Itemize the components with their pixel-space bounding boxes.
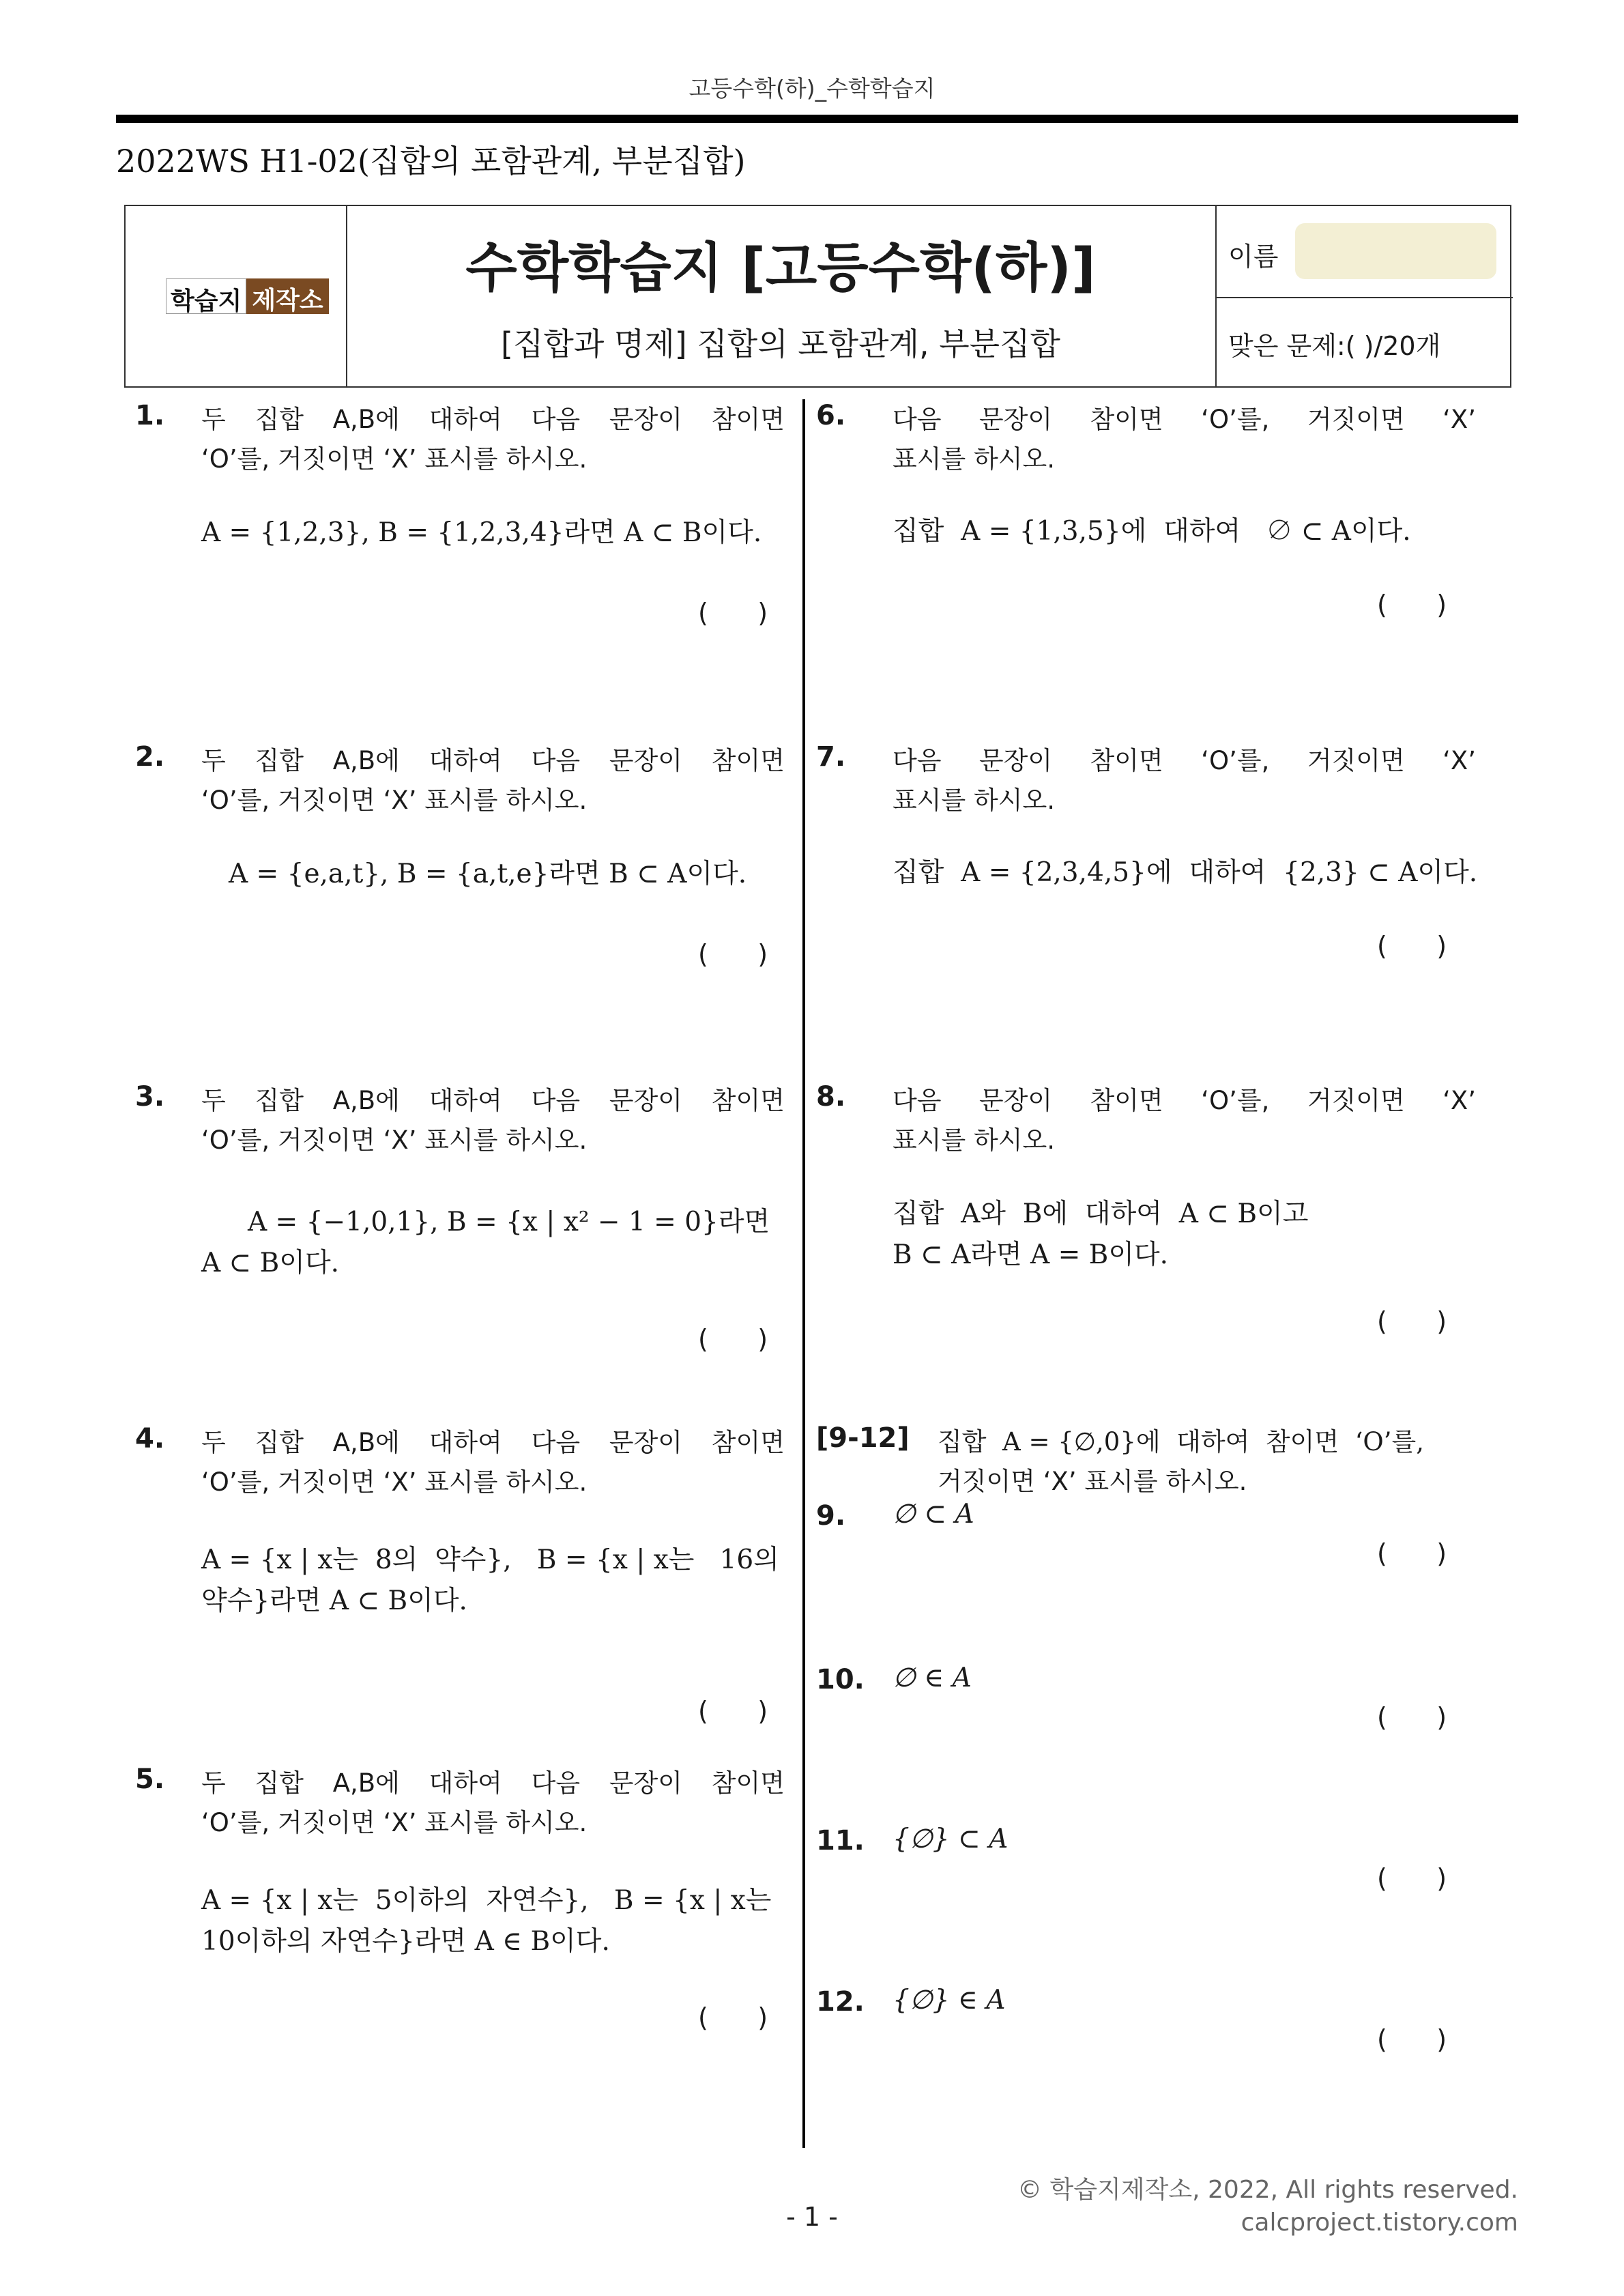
question-statement: A ⊂ B이다. — [201, 1248, 340, 1278]
question-prompt: ‘O’를, 거짓이면 ‘X’ 표시를 하시오. — [201, 444, 588, 474]
question-number: 11. — [816, 1825, 865, 1856]
question-prompt: 표시를 하시오. — [893, 786, 1055, 815]
question-statement: {∅} ⊂ A — [893, 1824, 1009, 1854]
question-1 — [135, 400, 804, 628]
question-3 — [135, 1081, 804, 1354]
question-2 — [135, 741, 804, 969]
question-statement: 약수}라면 A ⊂ B이다. — [201, 1585, 467, 1616]
answer-blank[interactable]: ( ) — [698, 1696, 768, 1726]
question-4 — [135, 1423, 804, 1751]
group-prompt: 거짓이면 ‘X’ 표시를 하시오. — [938, 1467, 1247, 1496]
question-prompt: 다음 문장이 참이면 ‘O’를, 거짓이면 ‘X’ — [893, 405, 1476, 434]
question-prompt: 표시를 하시오. — [893, 444, 1055, 474]
question-prompt: 표시를 하시오. — [893, 1125, 1055, 1155]
question-prompt: 두 집합 A,B에 대하여 다음 문장이 참이면 — [201, 746, 785, 775]
question-number: 8. — [816, 1081, 846, 1113]
title-box-divider — [1215, 297, 1513, 298]
answer-blank[interactable]: ( ) — [1377, 590, 1447, 620]
answer-blank[interactable]: ( ) — [698, 1324, 768, 1354]
question-number: 4. — [135, 1423, 165, 1454]
question-statement: A = {x | x는 8의 약수}, B = {x | x는 16의 — [201, 1545, 779, 1575]
website-url: calcproject.tistory.com — [1241, 2209, 1518, 2237]
question-prompt: 다음 문장이 참이면 ‘O’를, 거짓이면 ‘X’ — [893, 1086, 1476, 1115]
answer-blank[interactable]: ( ) — [698, 598, 768, 628]
answer-blank[interactable]: ( ) — [1377, 1538, 1447, 1568]
question-number: 3. — [135, 1081, 165, 1113]
question-number: 1. — [135, 400, 165, 431]
question-prompt: 두 집합 A,B에 대하여 다음 문장이 참이면 — [201, 405, 785, 434]
logo-text-part2: 제작소 — [246, 278, 328, 314]
answer-blank[interactable]: ( ) — [1377, 1306, 1447, 1336]
question-statement: B ⊂ A라면 A = B이다. — [893, 1239, 1169, 1270]
question-5 — [135, 1764, 804, 2037]
question-number: 2. — [135, 741, 165, 773]
question-prompt: ‘O’를, 거짓이면 ‘X’ 표시를 하시오. — [201, 1808, 588, 1837]
question-statement: 집합 A = {2,3,4,5}에 대하여 {2,3} ⊂ A이다. — [893, 857, 1478, 888]
main-title: 수학학습지 [고등수학(하)] — [465, 238, 1096, 299]
name-field[interactable] — [1295, 223, 1496, 279]
question-statement: 집합 A와 B에 대하여 A ⊂ B이고 — [893, 1199, 1309, 1229]
question-10 — [816, 1664, 1485, 1746]
header-rule — [116, 115, 1518, 123]
question-statement: A = {1,2,3}, B = {1,2,3,4}라면 A ⊂ B이다. — [201, 517, 762, 548]
question-number: 6. — [816, 400, 846, 431]
question-9 — [816, 1500, 1485, 1582]
sub-title: [집합과 명제] 집합의 포함관계, 부분집합 — [501, 326, 1060, 362]
question-number: 5. — [135, 1764, 165, 1795]
question-12 — [816, 1986, 1485, 2068]
running-header: 고등수학(하)_수학학습지 — [688, 75, 936, 102]
question-statement: 10이하의 자연수}라면 A ∈ B이다. — [201, 1926, 610, 1957]
question-11 — [816, 1825, 1485, 1907]
worksheet-code: 2022WS H1-02(집합의 포함관계, 부분집합) — [116, 143, 746, 180]
question-statement: A = {e,a,t}, B = {a,t,e}라면 B ⊂ A이다. — [229, 859, 747, 889]
group-prompt: 집합 A = {∅,0}에 대하여 참이면 ‘O’를, — [938, 1427, 1424, 1456]
question-prompt: 두 집합 A,B에 대하여 다음 문장이 참이면 — [201, 1768, 785, 1798]
question-prompt: ‘O’를, 거짓이면 ‘X’ 표시를 하시오. — [201, 1125, 588, 1155]
question-statement: ∅ ∈ A — [893, 1663, 972, 1693]
question-number: 9. — [816, 1500, 846, 1532]
title-box-divider — [1215, 206, 1217, 386]
logo-text-part1: 학습지 — [166, 278, 246, 314]
page-number: - 1 - — [786, 2202, 838, 2232]
question-statement: A = {−1,0,1}, B = {x | x² − 1 = 0}라면 — [248, 1207, 770, 1237]
question-6 — [816, 400, 1485, 625]
question-prompt: ‘O’를, 거짓이면 ‘X’ 표시를 하시오. — [201, 786, 588, 815]
publisher-logo — [166, 278, 329, 314]
answer-blank[interactable]: ( ) — [698, 2003, 768, 2033]
answer-blank[interactable]: ( ) — [1377, 931, 1447, 961]
answer-blank[interactable]: ( ) — [698, 939, 768, 969]
question-number: 7. — [816, 741, 846, 773]
score-label: 맞은 문제:( )/20개 — [1228, 331, 1441, 361]
name-label: 이름 — [1228, 242, 1279, 272]
question-statement: {∅} ∈ A — [893, 1985, 1006, 2015]
answer-blank[interactable]: ( ) — [1377, 1863, 1447, 1893]
question-8 — [816, 1081, 1485, 1354]
copyright-notice: © 학습지제작소, 2022, All rights reserved. — [1017, 2176, 1518, 2204]
question-number: 12. — [816, 1986, 865, 2018]
question-prompt: ‘O’를, 거짓이면 ‘X’ 표시를 하시오. — [201, 1467, 588, 1497]
question-number: 10. — [816, 1664, 865, 1695]
question-prompt: 두 집합 A,B에 대하여 다음 문장이 참이면 — [201, 1428, 785, 1457]
question-statement: A = {x | x는 5이하의 자연수}, B = {x | x는 — [201, 1885, 772, 1916]
answer-blank[interactable]: ( ) — [1377, 1702, 1447, 1732]
answer-blank[interactable]: ( ) — [1377, 2024, 1447, 2054]
question-statement: 집합 A = {1,3,5}에 대하여 ∅ ⊂ A이다. — [893, 516, 1411, 547]
question-prompt: 두 집합 A,B에 대하여 다음 문장이 참이면 — [201, 1086, 785, 1115]
question-7 — [816, 741, 1485, 966]
question-prompt: 다음 문장이 참이면 ‘O’를, 거짓이면 ‘X’ — [893, 746, 1476, 775]
question-range: [9-12] — [816, 1422, 910, 1454]
question-statement: ∅ ⊂ A — [893, 1499, 974, 1530]
